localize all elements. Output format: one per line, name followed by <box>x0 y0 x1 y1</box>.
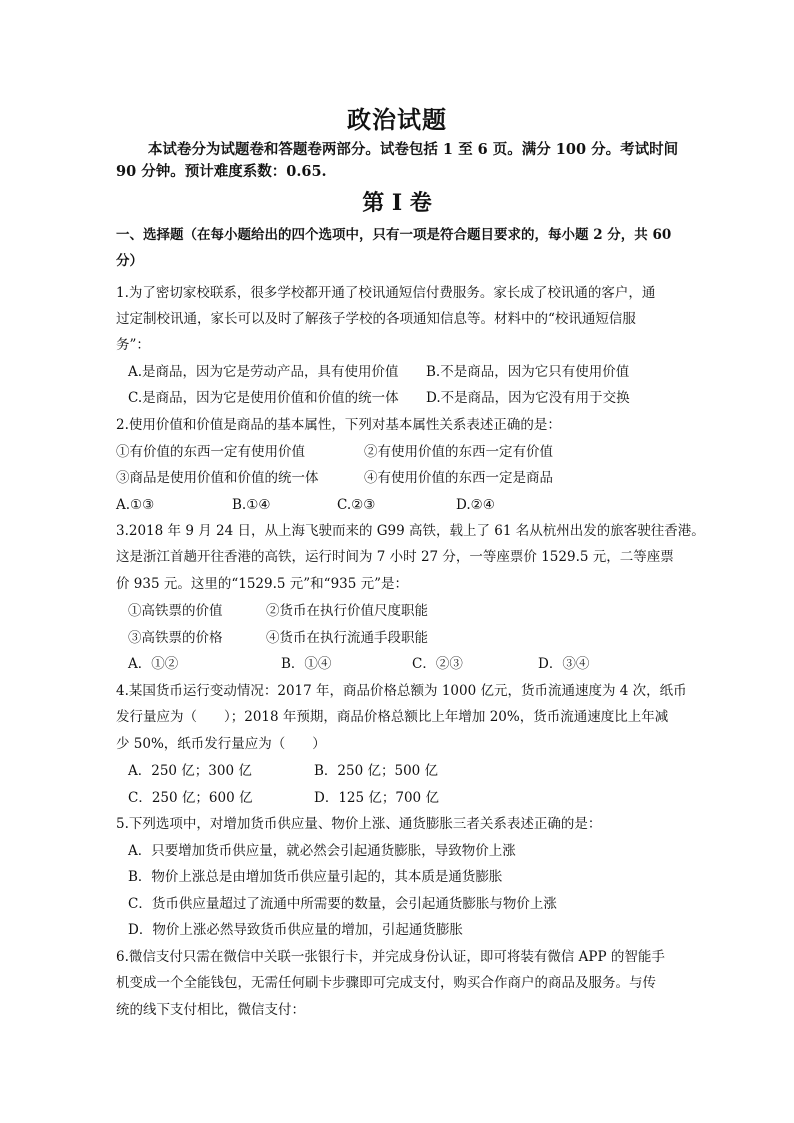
q3-statement-1: ①高铁票的价值 <box>128 603 223 619</box>
q1-option-c: C.是商品，因为它是使用价值和价值的统一体 <box>128 390 399 406</box>
q3-option-a: A．①② <box>128 656 179 672</box>
exam-intro: 本试卷分为试题卷和答题卷两部分。试卷包括 1 至 6 页。满分 100 分。考试时间 90 分钟。预计难度系数：0.65. <box>116 141 679 180</box>
q2-statement-1: ①有价值的东西一定有使用价值 <box>116 444 305 460</box>
q1-text-line: 1.为了密切家校联系，很多学校都开通了校讯通短信付费服务。家长成了校讯通的客户，通 <box>116 285 656 301</box>
q5-option-d: D．物价上涨必然导致货币供应量的增加，引起通货膨胀 <box>128 922 463 938</box>
q2-option-c: C.②③ <box>337 497 376 513</box>
q4-text-line: 少 50%，纸币发行量应为（ ） <box>116 736 326 752</box>
q4-option-a: A．250 亿；300 亿 <box>128 763 252 779</box>
q3-statement-2: ②货币在执行价值尺度职能 <box>266 603 428 619</box>
q2-statement-2: ②有使用价值的东西一定有价值 <box>364 444 553 460</box>
q2-statement-4: ④有使用价值的东西一定是商品 <box>364 470 553 486</box>
q3-option-d: D．③④ <box>538 656 590 672</box>
q3-text-line: 3.2018 年 9 月 24 日，从上海飞驶而来的 G99 高铁，载上了 61 名从杭州出发的旅客驶往香港。 <box>116 523 705 539</box>
q5-option-b: B．物价上涨总是由增加货币供应量引起的，其本质是通货膨胀 <box>128 869 503 885</box>
q3-option-b: B．①④ <box>281 656 332 672</box>
q2-option-a: A.①③ <box>116 497 155 513</box>
q6-text-line: 6.微信支付只需在微信中关联一张银行卡，并完成身份认证，即可将装有微信 APP 的智能手 <box>116 949 665 965</box>
q4-text-line: 4.某国货币运行变动情况：2017 年，商品价格总额为 1000 亿元，货币流通速度为 4 次，纸币 <box>116 683 687 699</box>
q3-statement-3: ③高铁票的价格 <box>128 630 223 646</box>
q4-option-c: C．250 亿；600 亿 <box>128 790 253 806</box>
q5-option-c: C．货币供应量超过了流通中所需要的数量，会引起通货膨胀与物价上涨 <box>128 896 557 912</box>
q3-option-c: C．②③ <box>412 656 463 672</box>
q2-text-line: 2.使用价值和价值是商品的基本属性，下列对基本属性关系表述正确的是： <box>116 417 561 433</box>
q1-option-a: A.是商品，因为它是劳动产品，具有使用价值 <box>128 364 399 380</box>
q4-option-b: B．250 亿；500 亿 <box>314 763 439 779</box>
q4-text-line: 发行量应为（ ）；2018 年预期，商品价格总额比上年增加 20%，货币流通速度比上年减 <box>116 709 669 725</box>
part-title: 一、选择题（在每小题给出的四个选项中，只有一项是符合题目要求的，每小题 2 分，共 60 分） <box>116 227 672 269</box>
q2-statement-3: ③商品是使用价值和价值的统一体 <box>116 470 319 486</box>
q5-text-line: 5.下列选项中，对增加货币供应量、物价上涨、通货膨胀三者关系表述正确的是： <box>116 816 602 832</box>
q2-option-d: D.②④ <box>456 497 495 513</box>
q4-option-d: D．125 亿；700 亿 <box>314 790 439 806</box>
q6-text-line: 机变成一个全能钱包，无需任何刷卡步骤即可完成支付，购买合作商户的商品及服务。与传 <box>116 975 656 991</box>
q1-text-line: 务”： <box>116 337 150 353</box>
section-heading: 第 I 卷 <box>362 190 432 216</box>
q1-option-d: D.不是商品，因为它没有用于交换 <box>426 390 630 406</box>
q1-option-b: B.不是商品，因为它只有使用价值 <box>426 364 630 380</box>
q2-option-b: B.①④ <box>232 497 271 513</box>
q3-text-line: 这是浙江首趟开往香港的高铁，运行时间为 7 小时 27 分，一等座票价 1529.5 元，二等座票 <box>116 549 674 565</box>
page-title: 政治试题 <box>347 105 447 134</box>
q1-text-line: 过定制校讯通，家长可以及时了解孩子学校的各项通知信息等。材料中的“校讯通短信服 <box>116 311 636 327</box>
q6-text-line: 统的线下支付相比，微信支付： <box>116 1002 305 1018</box>
q3-text-line: 价 935 元。这里的“1529.5 元”和“935 元”是： <box>116 576 409 592</box>
q5-option-a: A．只要增加货币供应量，就必然会引起通货膨胀，导致物价上涨 <box>128 843 516 859</box>
q3-statement-4: ④货币在执行流通手段职能 <box>266 630 428 646</box>
